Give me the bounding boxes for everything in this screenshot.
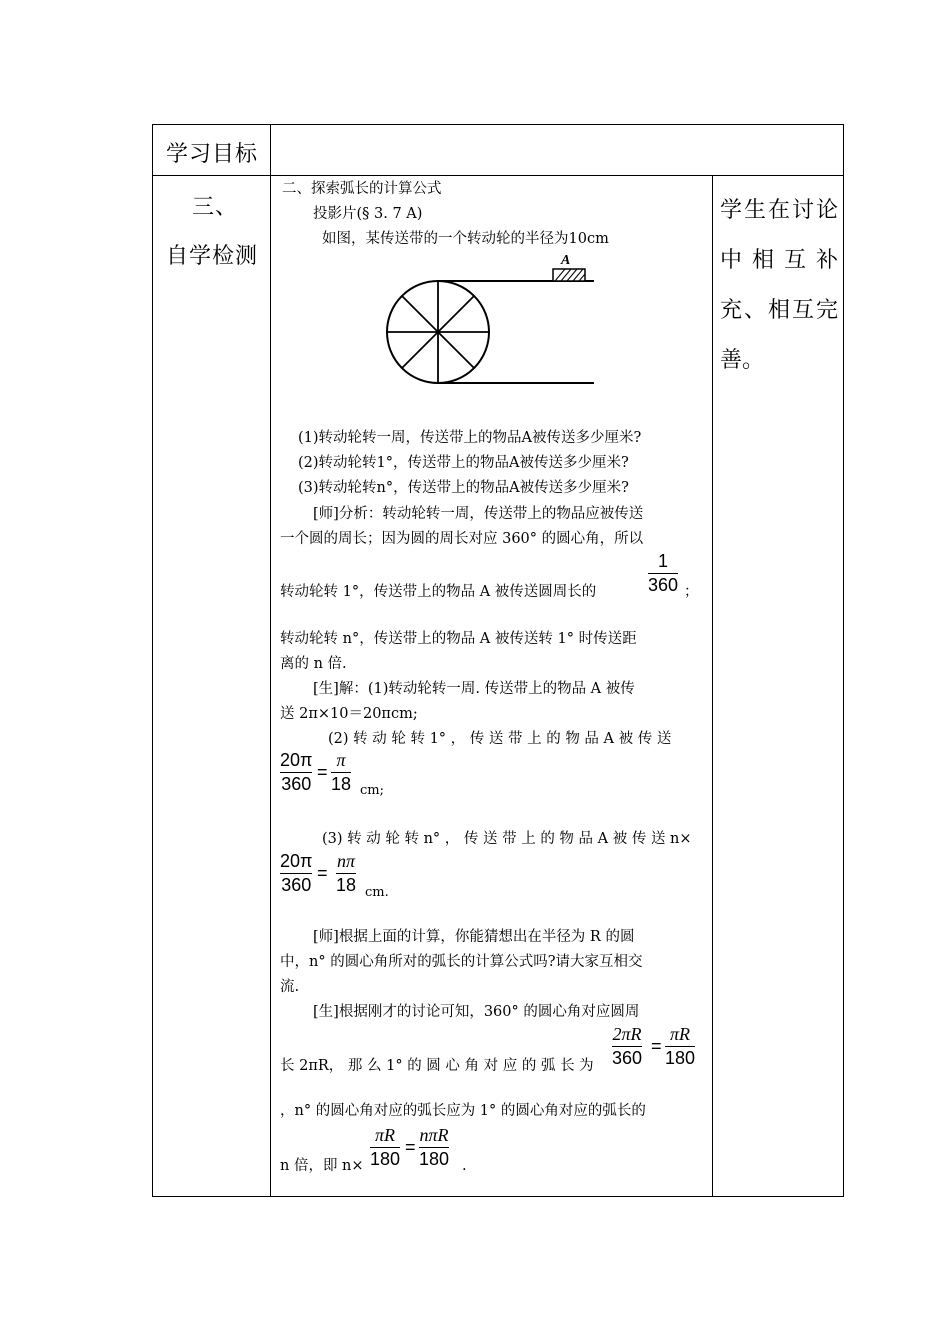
fraction-piR-over-180: πR 180 [370, 1125, 401, 1169]
teacher-line: 中，n° 的圆心角所对的弧长的计算公式吗?请大家互相交 [280, 954, 643, 970]
solution-line: (2) 转 动 轮 转 1° ， 传 送 带 上 的 物 品 A 被 传 送 [328, 731, 672, 747]
fraction-piR-over-180: πR 180 [665, 1024, 696, 1068]
equals-sign: = [317, 762, 328, 782]
table-col-divider-right [712, 175, 713, 1196]
table-border-left [152, 124, 153, 1196]
section-title: 二、探索弧长的计算公式 [282, 181, 442, 197]
analysis-line: [师]分析：转动轮转一周，传送带上的物品应被传送 [313, 506, 644, 522]
fraction-2piR-over-360: 2πR 360 [612, 1024, 643, 1068]
fraction-1-over-360: 1 360 [648, 551, 679, 595]
student-line: 长 2πR， 那 么 1° 的 圆 心 角 对 应 的 弧 长 为 [280, 1058, 594, 1074]
student-line: ，n° 的圆心角对应的弧长应为 1° 的圆心角对应的弧长的 [280, 1103, 646, 1119]
question-1: (1)转动轮转一周，传送带上的物品A被传送多少厘米? [298, 430, 642, 446]
row-label-goals: 学习目标 [166, 142, 259, 167]
fraction-20pi-over-360: 20π 360 [280, 851, 313, 895]
teacher-line: [师]根据上面的计算，你能猜想出在半径为 R 的圆 [313, 929, 635, 945]
teacher-line: 流. [280, 979, 300, 995]
analysis-line: 离的 n 倍. [280, 656, 347, 672]
analysis-line: 转动轮转 1°，传送带上的物品 A 被传送圆周长的 [280, 584, 597, 600]
unit-cm: cm. [365, 885, 389, 900]
fraction-pi-over-18: π 18 [331, 750, 352, 794]
question-2: (2)转动轮转1°，传送带上的物品A被传送多少厘米? [298, 455, 629, 471]
student-line: n 倍，即 n× [280, 1158, 364, 1174]
row-label-self-check: 自学检测 [166, 244, 259, 269]
object-a-label: A [561, 253, 571, 268]
unit-cm: cm; [360, 783, 384, 798]
fraction-npi-over-18: nπ 18 [336, 851, 357, 895]
conveyor-wheel-figure [380, 248, 610, 408]
slide-reference: 投影片(§ 3. 7 A) [313, 206, 423, 222]
equals-sign: = [651, 1036, 662, 1056]
equals-sign: = [405, 1137, 416, 1157]
table-border-right [843, 124, 844, 1196]
solution-line: 送 2π×10＝20πcm; [280, 706, 418, 722]
table-border-top [152, 124, 844, 125]
fraction-npiR-over-180: nπR 180 [419, 1125, 450, 1169]
solution-line: (3) 转 动 轮 转 n° ， 传 送 带 上 的 物 品 A 被 传 送 n× [322, 831, 692, 847]
question-3: (3)转动轮转n°，传送带上的物品A被传送多少厘米? [298, 480, 629, 496]
analysis-line-end: ； [684, 584, 699, 600]
table-col-divider [270, 124, 271, 1196]
table-row-divider [152, 175, 844, 176]
analysis-line: 一个圆的周长；因为圆的周长对应 360° 的圆心角，所以 [280, 531, 644, 547]
analysis-line: 转动轮转 n°，传送带上的物品 A 被传送转 1° 时传送距 [280, 631, 637, 647]
solution-line: [生]解：(1)转动轮转一周. 传送带上的物品 A 被传 [313, 681, 635, 697]
table-border-bottom [152, 1196, 844, 1197]
student-line: [生]根据刚才的讨论可知，360° 的圆心角对应圆周 [313, 1004, 640, 1020]
equals-sign: = [317, 863, 328, 883]
fraction-20pi-over-360: 20π 360 [280, 750, 313, 794]
student-line-end: . [462, 1158, 467, 1174]
right-note: 学生在讨论中相互补充、相互完善。 [720, 198, 838, 373]
intro-text: 如图，某传送带的一个转动轮的半径为10cm [322, 231, 609, 247]
row-label-section-number: 三、 [192, 195, 239, 220]
